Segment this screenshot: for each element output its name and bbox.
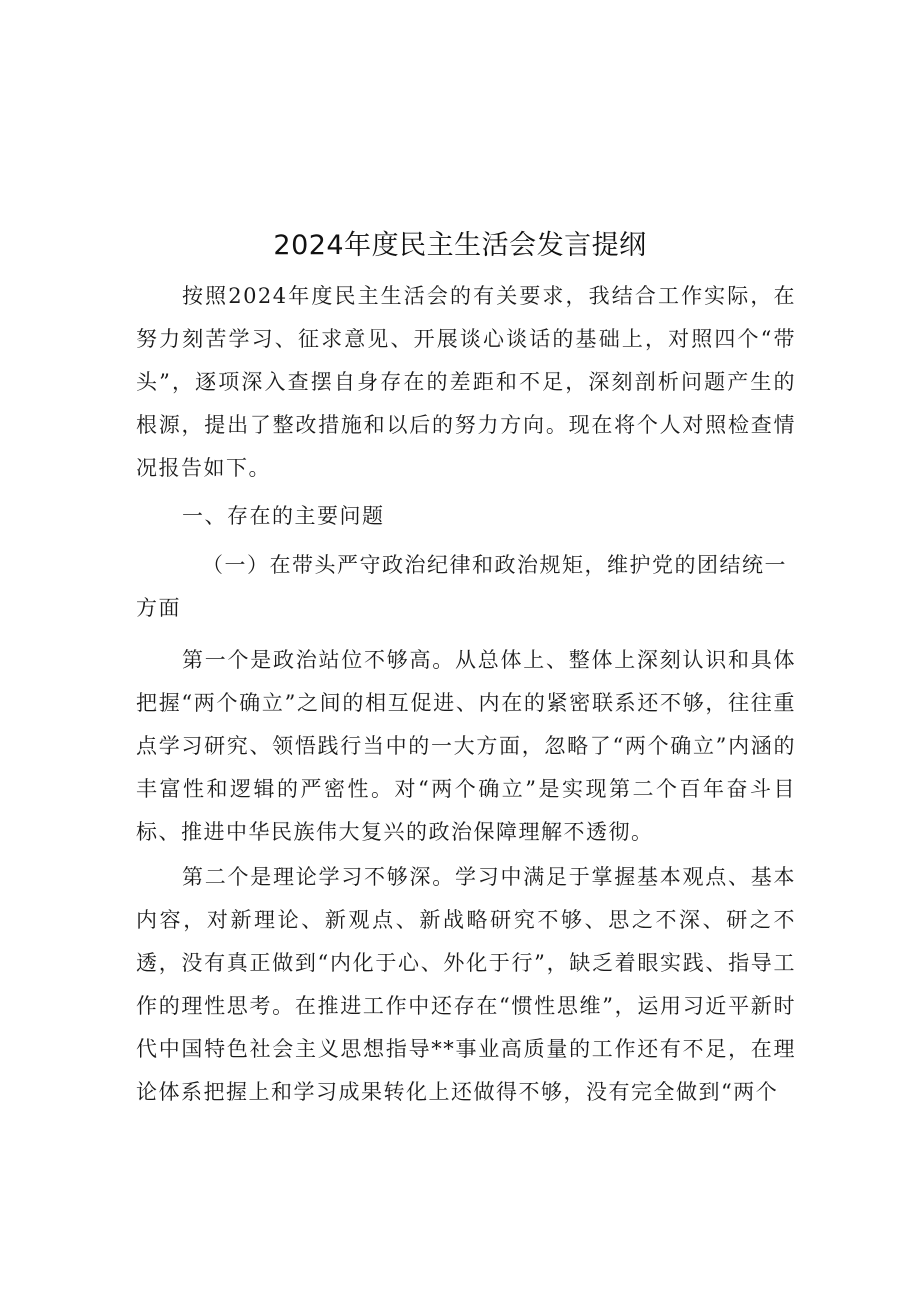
document-title: 2024年度民主生活会发言提纲 [273,230,647,261]
section-heading: 一、存在的主要问题 [182,504,385,528]
paragraph-theory-study: 第二个是理论学习不够深。学习中满足于掌握基本观点、基本内容，对新理论、新观点、新战略研究不够、思之不深、研之不透，没有真正做到“内化于心、外化于行”，缺乏着眼实践、指导工作的理性思考。在推进工作中还存在“惯性思维”，运用习近平新时代中国特色社会主义思想指导**事业高质量的工作还有不足，在理论体系把握上和学习成果转化上还做得不够，没有完全做到“两个 [136,865,796,1104]
paragraph-political-stance: 第一个是政治站位不够高。从总体上、整体上深刻认识和具体把握“两个确立”之间的相互促进、内在的紧密联系还不够，往往重点学习研究、领悟践行当中的一大方面，忽略了“两个确立”内涵的丰富性和逻辑的严密性。对“两个确立”是实现第二个百年奋斗目标、推进中华民族伟大复兴的政治保障理解不透彻。 [136,648,796,844]
intro-paragraph: 按照2024年度民主生活会的有关要求，我结合工作实际，在努力刻苦学习、征求意见、开展谈心谈话的基础上，对照四个“带头”，逐项深入查摆自身存在的差距和不足，深刻剖析问题产生的根源，提出了整改措施和以后的努力方向。现在将个人对照检查情况报告如下。 [136,284,796,480]
subsection-heading: （一）在带头严守政治纪律和政治规矩，维护党的团结统一方面 [136,553,787,620]
